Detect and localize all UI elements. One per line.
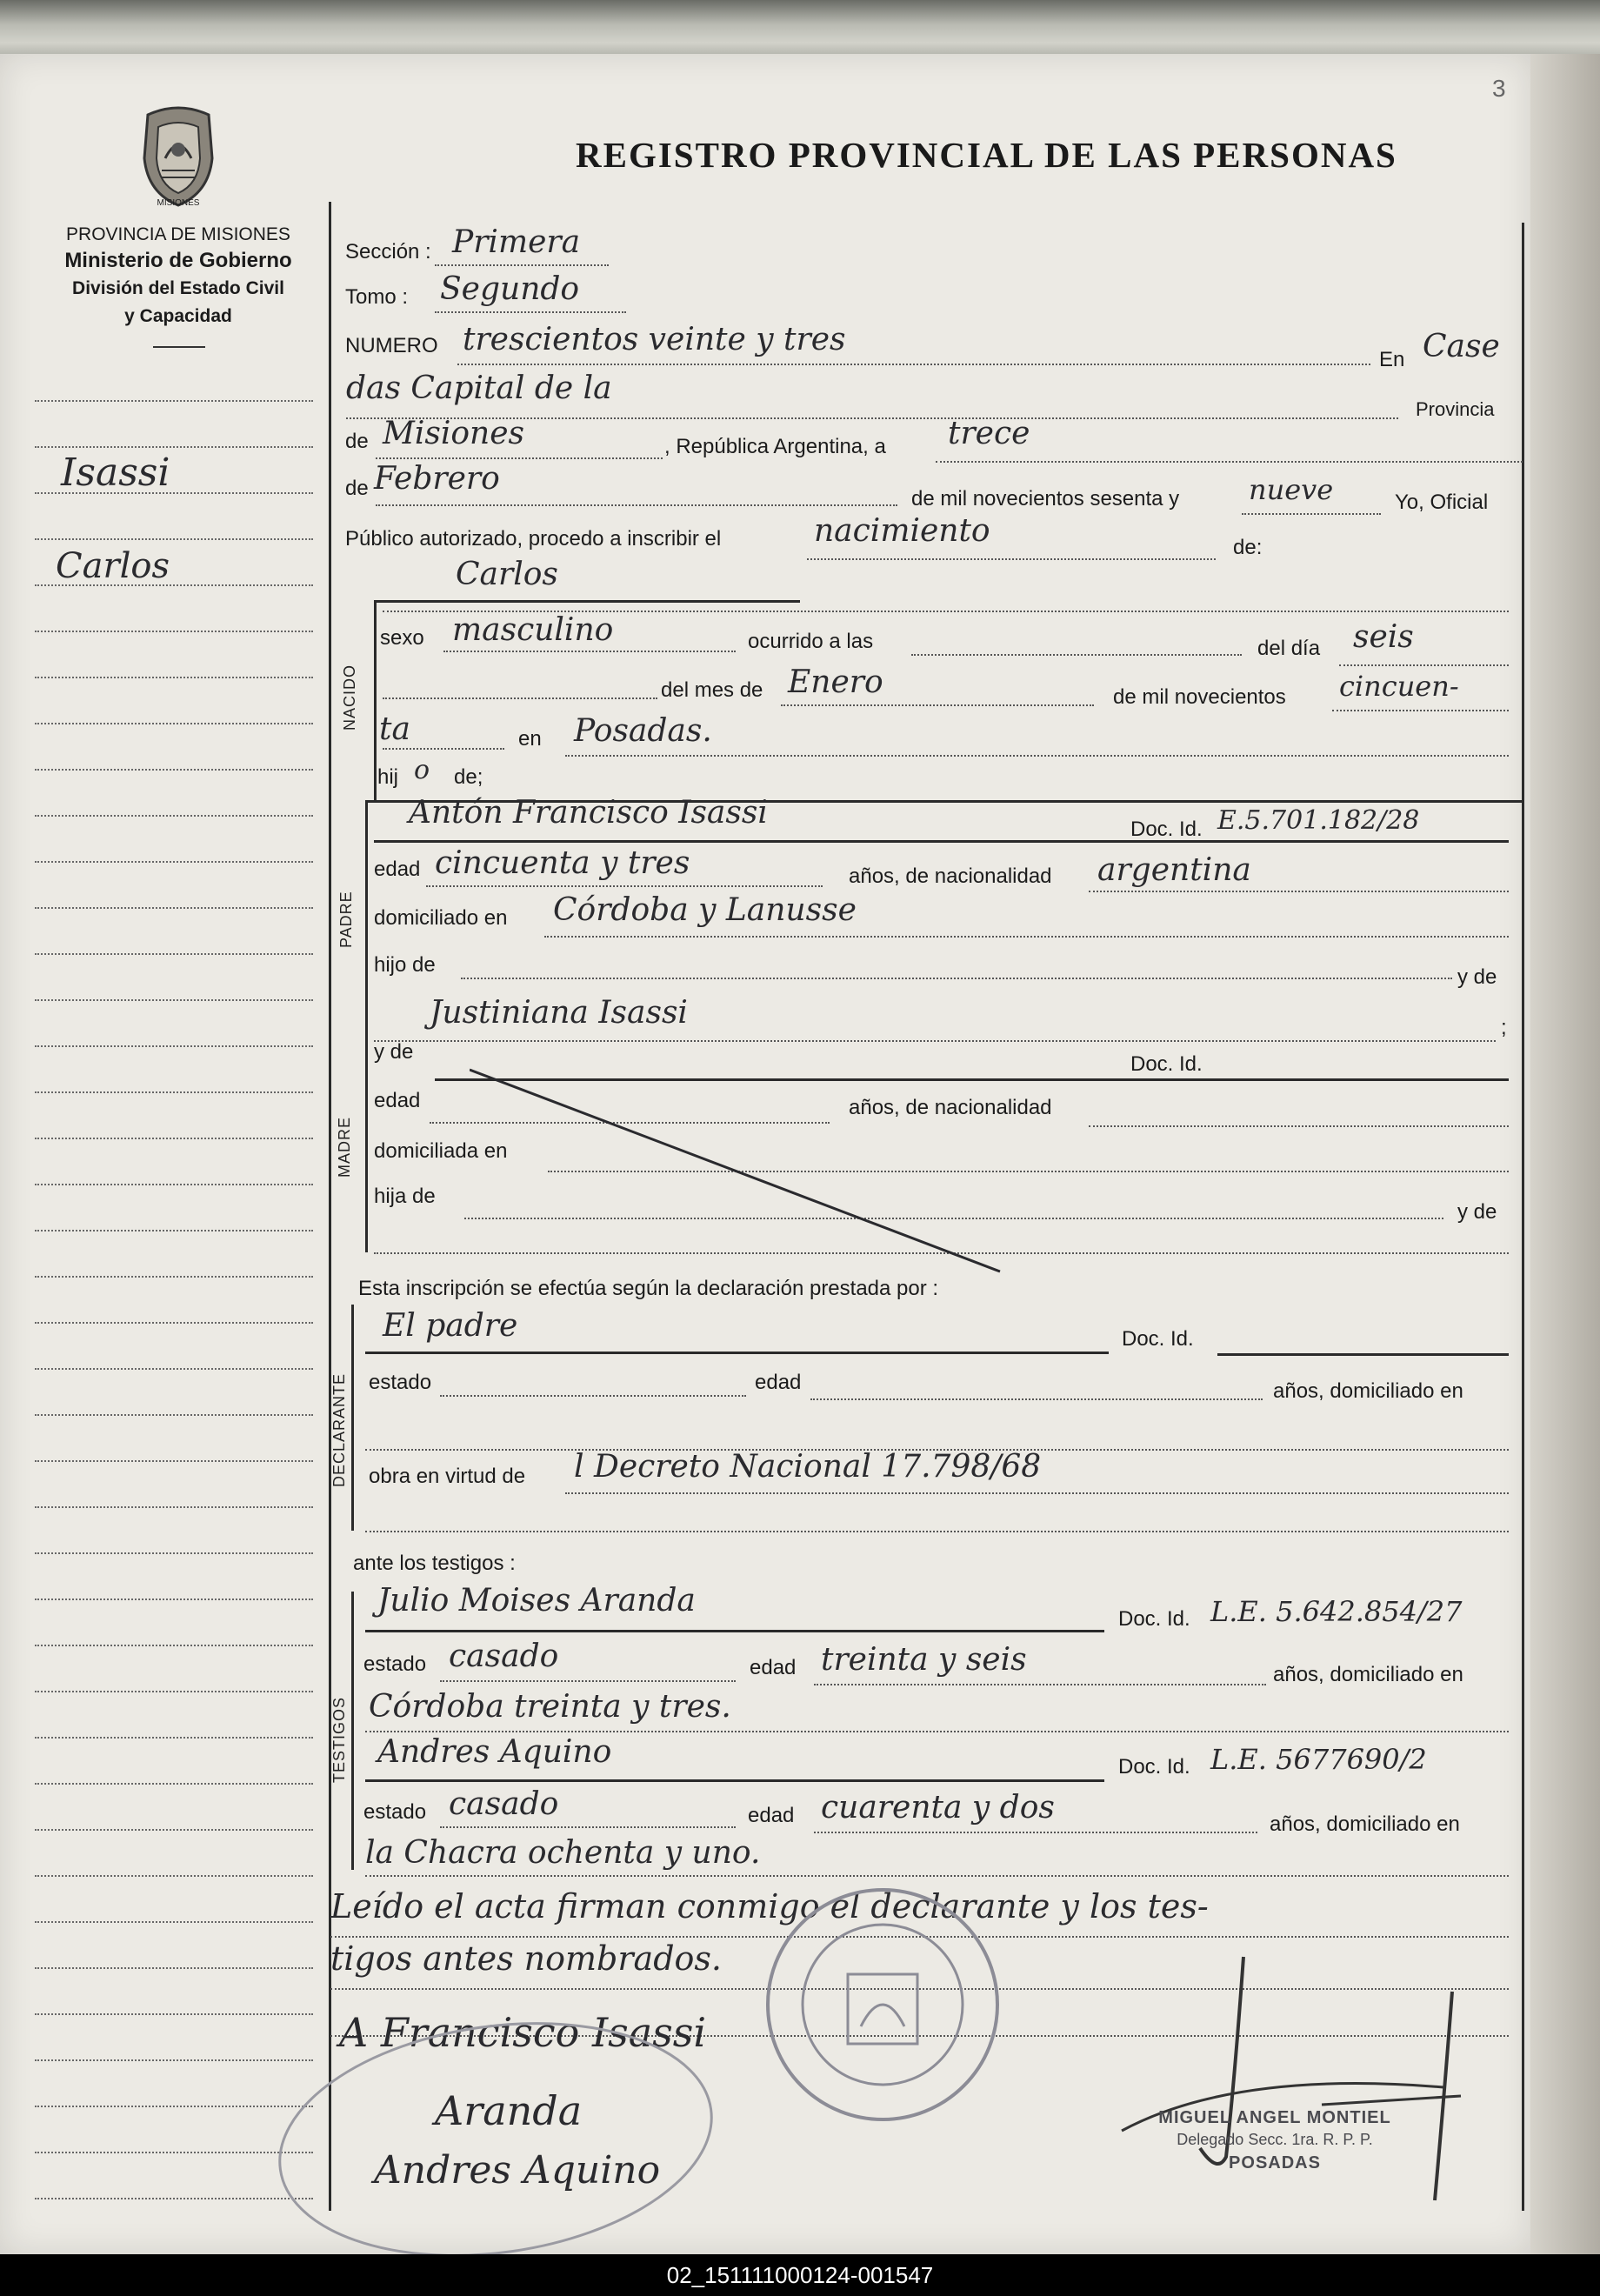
officer-name: MIGUEL ANGEL MONTIEL [1158, 2108, 1391, 2127]
declarante-estado-line [440, 1395, 746, 1397]
nacido-section-label: NACIDO [341, 664, 358, 731]
madre-edad-label: edad [374, 1089, 421, 1112]
margin-line [35, 1230, 313, 1231]
madre-nac-line [1089, 1125, 1509, 1127]
de-mil-nov-label: de mil novecientos [1113, 685, 1286, 709]
de-label: de [345, 430, 369, 453]
padre-hijo-de-line [461, 978, 1452, 979]
padre-left-rule [365, 800, 368, 1044]
provincia-value: Misiones [383, 416, 525, 451]
acto-line [807, 558, 1216, 560]
declarante-extra-line [365, 1531, 1509, 1532]
padre-edad-label: edad [374, 858, 421, 881]
page-edges [1530, 54, 1600, 2254]
del-dia-label: del día [1257, 637, 1321, 660]
padre-nac-line [1089, 891, 1509, 892]
de-mil-label: de mil novecientos sesenta y [911, 487, 1180, 511]
hijo-label: hij [377, 765, 399, 789]
closing-line-2: tigos antes nombrados. [330, 1939, 722, 1978]
margin-line [35, 907, 313, 909]
mes-line [376, 504, 897, 506]
page-number: 3 [1492, 75, 1506, 102]
padre-nombre-underline [374, 840, 1509, 843]
padre-edad-line [426, 885, 823, 887]
mes-value: Febrero [374, 461, 500, 497]
margin-line [35, 1322, 313, 1324]
ministry-heading: Ministerio de Gobierno [64, 249, 292, 272]
margin-line [35, 1414, 313, 1416]
margin-line [35, 1737, 313, 1739]
testigos-left-rule [351, 1592, 354, 1870]
anio-nac-line [1332, 710, 1509, 711]
madre-top-rule [365, 1044, 368, 1252]
lugar-line [565, 755, 1509, 757]
padre-madre-value: Justiniana Isassi [430, 995, 688, 1031]
seal-label: MISIONES [157, 198, 200, 208]
margin-line [35, 1599, 313, 1600]
testigo1-doc-label: Doc. Id. [1118, 1607, 1190, 1631]
testigo2-doc-label: Doc. Id. [1118, 1755, 1190, 1779]
seccion-label: Sección : [345, 240, 431, 264]
form-right-rule [1522, 223, 1524, 2211]
archive-id-footer: 02_151111000124-001547 [0, 2254, 1600, 2296]
margin-line [35, 677, 313, 678]
margin-line [35, 1368, 313, 1370]
publico-label: Público autorizado, procedo a inscribir el [345, 527, 722, 551]
testigo2-underline [365, 1779, 1104, 1782]
margin-line [35, 1045, 313, 1047]
de-label-2: de [345, 477, 369, 500]
padre-anos-label: años, de nacionalidad [849, 864, 1052, 888]
year-line [1242, 513, 1381, 515]
margin-line [35, 1875, 313, 1877]
madre-section-label: MADRE [336, 1116, 353, 1178]
margin-name: Carlos [56, 546, 170, 586]
year-value: nueve [1249, 473, 1334, 506]
margin-line [35, 1184, 313, 1185]
madre-y-de-label: y de [374, 1040, 414, 1064]
margin-line [35, 999, 313, 1001]
testigo1-doc-value: L.E. 5.642.854/27 [1210, 1595, 1463, 1628]
testigo1-estado-line [440, 1680, 736, 1682]
nombre-value: Carlos [456, 557, 558, 592]
testigo1-dom-line [365, 1731, 1509, 1732]
padre-hijo-de-label: hijo de [374, 953, 436, 977]
madre-doc-label: Doc. Id. [1130, 1052, 1203, 1076]
declarante-edad-line [810, 1398, 1263, 1400]
testigo1-edad-label: edad [750, 1656, 797, 1679]
margin-line [35, 723, 313, 724]
testigo2-edad-value: cuarenta y dos [821, 1790, 1055, 1825]
testigos-label: ante los testigos : [353, 1552, 516, 1575]
margin-line [35, 1967, 313, 1969]
padre-doc-value: E.5.701.182/28 [1217, 805, 1420, 836]
tomo-line [435, 311, 626, 313]
nacido-left-rule [374, 600, 377, 800]
dia-value: trece [948, 416, 1030, 451]
padre-doc-label: Doc. Id. [1130, 818, 1203, 841]
padre-nombre-value: Antón Francisco Isassi [409, 795, 768, 831]
testigo2-dom-value: la Chacra ochenta y uno. [365, 1835, 761, 1871]
obra-label: obra en virtud de [369, 1465, 526, 1488]
padre-semicolon: ; [1501, 1016, 1507, 1039]
anio-nac-value-2: ta [379, 711, 410, 747]
page-title: REGISTRO PROVINCIAL DE LAS PERSONAS [576, 135, 1397, 175]
book-binding [0, 0, 1600, 61]
dia-nac-value: seis [1353, 619, 1414, 655]
nacido-top-rule [374, 600, 800, 603]
decreto-line [565, 1492, 1509, 1494]
numero-label: NUMERO [345, 334, 438, 357]
declarante-section-label: DECLARANTE [330, 1372, 348, 1487]
padre-dom-label: domiciliado en [374, 906, 508, 930]
dia-line [936, 461, 1523, 463]
margin-line [35, 1138, 313, 1139]
margin-line [35, 1506, 313, 1508]
padre-edad-value: cincuenta y tres [435, 845, 690, 881]
testigo2-edad-line [814, 1832, 1257, 1833]
testigo1-underline [365, 1630, 1104, 1632]
padre-section-label: PADRE [337, 891, 355, 948]
madre-hija-de-label: hija de [374, 1185, 436, 1208]
republica-label: , República Argentina, a [664, 435, 886, 458]
margin-line [35, 1645, 313, 1646]
testigo2-dom-line [365, 1875, 1509, 1877]
inscripcion-label: Esta inscripción se efectúa según la declaración prestada por : [358, 1277, 939, 1300]
signature-oficial [1096, 1939, 1478, 2218]
declarante-anos-label: años, domiciliado en [1273, 1379, 1463, 1403]
margin-line [35, 861, 313, 863]
margin-line [35, 538, 313, 540]
hijo-letter: o [414, 755, 430, 785]
dia-nac-line [1339, 664, 1509, 666]
ocurrido-label: ocurrido a las [748, 630, 874, 653]
madre-anos-label: años, de nacionalidad [849, 1096, 1052, 1119]
seccion-value: Primera [452, 224, 581, 260]
signature-testigo-1: Aranda [435, 2087, 583, 2134]
margin-line [35, 1783, 313, 1785]
margin-line [35, 815, 313, 817]
en-label: En [1379, 348, 1405, 371]
testigo1-edad-value: treinta y seis [821, 1642, 1027, 1678]
division-heading-2: y Capacidad [124, 306, 232, 326]
mes-nac-value: Enero [788, 664, 883, 700]
margin-line [35, 1691, 313, 1692]
sexo-value: masculino [452, 612, 614, 648]
anio-nac-value-1: cincuen- [1339, 670, 1459, 703]
testigo2-estado-value: casado [449, 1786, 559, 1822]
madre-cancel-stroke [470, 1068, 1009, 1277]
en-value-1: Case [1423, 329, 1500, 364]
testigo1-dom-value: Córdoba treinta y tres. [369, 1689, 731, 1725]
provincial-seal-icon [122, 97, 235, 210]
declarante-underline [365, 1352, 1109, 1354]
nacido-blank-line [383, 697, 657, 699]
declarante-value: El padre [383, 1308, 518, 1344]
anio-nac-line-2 [383, 748, 504, 750]
testigo1-anos-label: años, domiciliado en [1273, 1663, 1463, 1686]
margin-line [35, 1460, 313, 1462]
lugar-value: Posadas. [574, 713, 712, 749]
margin-line [35, 631, 313, 632]
declarante-edad-label: edad [755, 1371, 802, 1394]
padre-dom-value: Córdoba y Lanusse [553, 892, 857, 928]
margin-line [35, 1829, 313, 1831]
margin-line [35, 400, 313, 402]
province-heading: PROVINCIA DE MISIONES [66, 224, 290, 244]
testigo1-estado-label: estado [363, 1652, 427, 1676]
acto-value: nacimiento [814, 513, 990, 549]
yo-oficial-label: Yo, Oficial [1395, 491, 1489, 514]
tomo-label: Tomo : [345, 285, 409, 309]
heading-divider [153, 346, 205, 348]
testigo2-doc-value: L.E. 5677690/2 [1210, 1743, 1427, 1776]
testigo2-edad-label: edad [748, 1804, 795, 1827]
numero-value: trescientos veinte y tres [463, 322, 846, 357]
padre-nac-value: argentina [1097, 852, 1251, 888]
testigo1-estado-value: casado [449, 1639, 559, 1674]
de-colon-label: de: [1233, 536, 1263, 559]
sexo-line [443, 651, 736, 652]
testigo2-estado-label: estado [363, 1800, 427, 1824]
testigo2-estado-line [440, 1826, 736, 1828]
signature-padre: A Francisco Isassi [339, 2009, 707, 2056]
testigo1-edad-line [814, 1684, 1266, 1685]
declarante-doc-label: Doc. Id. [1122, 1327, 1194, 1351]
provincia-line [376, 457, 663, 459]
margin-line [35, 953, 313, 955]
padre-y-de-label: y de [1457, 965, 1497, 989]
margin-line [35, 1091, 313, 1093]
mes-nac-line [781, 704, 1094, 706]
margin-line [35, 1552, 313, 1554]
decreto-value: l Decreto Nacional 17.798/68 [574, 1449, 1042, 1485]
tomo-value: Segundo [440, 271, 580, 307]
margin-line [35, 446, 313, 448]
testigo2-nombre: Andres Aquino [377, 1734, 612, 1770]
sexo-label: sexo [380, 626, 424, 650]
signature-testigo-2: Andres Aquino [374, 2148, 661, 2193]
en-value-2: das Capital de la [346, 370, 612, 406]
officer-role: Delegado Secc. 1ra. R. P. P. [1177, 2131, 1373, 2148]
testigo2-anos-label: años, domiciliado en [1270, 1812, 1460, 1836]
en-lower-label: en [518, 727, 542, 751]
padre-madre-line [374, 1040, 1496, 1042]
hora-line [911, 654, 1242, 656]
testigos-section-label: TESTIGOS [330, 1696, 348, 1783]
margin-surname: Isassi [61, 451, 170, 495]
declarante-estado-label: estado [369, 1371, 432, 1394]
division-heading: División del Estado Civil [72, 278, 284, 298]
declarante-doc-underline [1217, 1353, 1509, 1356]
seccion-line [435, 264, 609, 266]
closing-line-1: Leído el acta firman conmigo el declarante y los tes- [330, 1887, 1209, 1926]
madre-y-de-label-2: y de [1457, 1200, 1497, 1224]
del-mes-label: del mes de [661, 678, 763, 702]
de-semicolon-label: de; [454, 765, 483, 789]
margin-line [35, 1276, 313, 1278]
provincia-label: Provincia [1416, 398, 1495, 420]
margin-line [35, 769, 313, 771]
officer-city: POSADAS [1229, 2153, 1321, 2173]
testigo1-nombre: Julio Moises Aranda [377, 1583, 696, 1619]
madre-dom-label: domiciliada en [374, 1139, 508, 1163]
margin-line [35, 1921, 313, 1923]
padre-dom-line [544, 936, 1509, 938]
numero-line [457, 364, 1370, 365]
signature-stamp-oval [252, 2000, 861, 2261]
declarante-left-rule [351, 1305, 354, 1531]
